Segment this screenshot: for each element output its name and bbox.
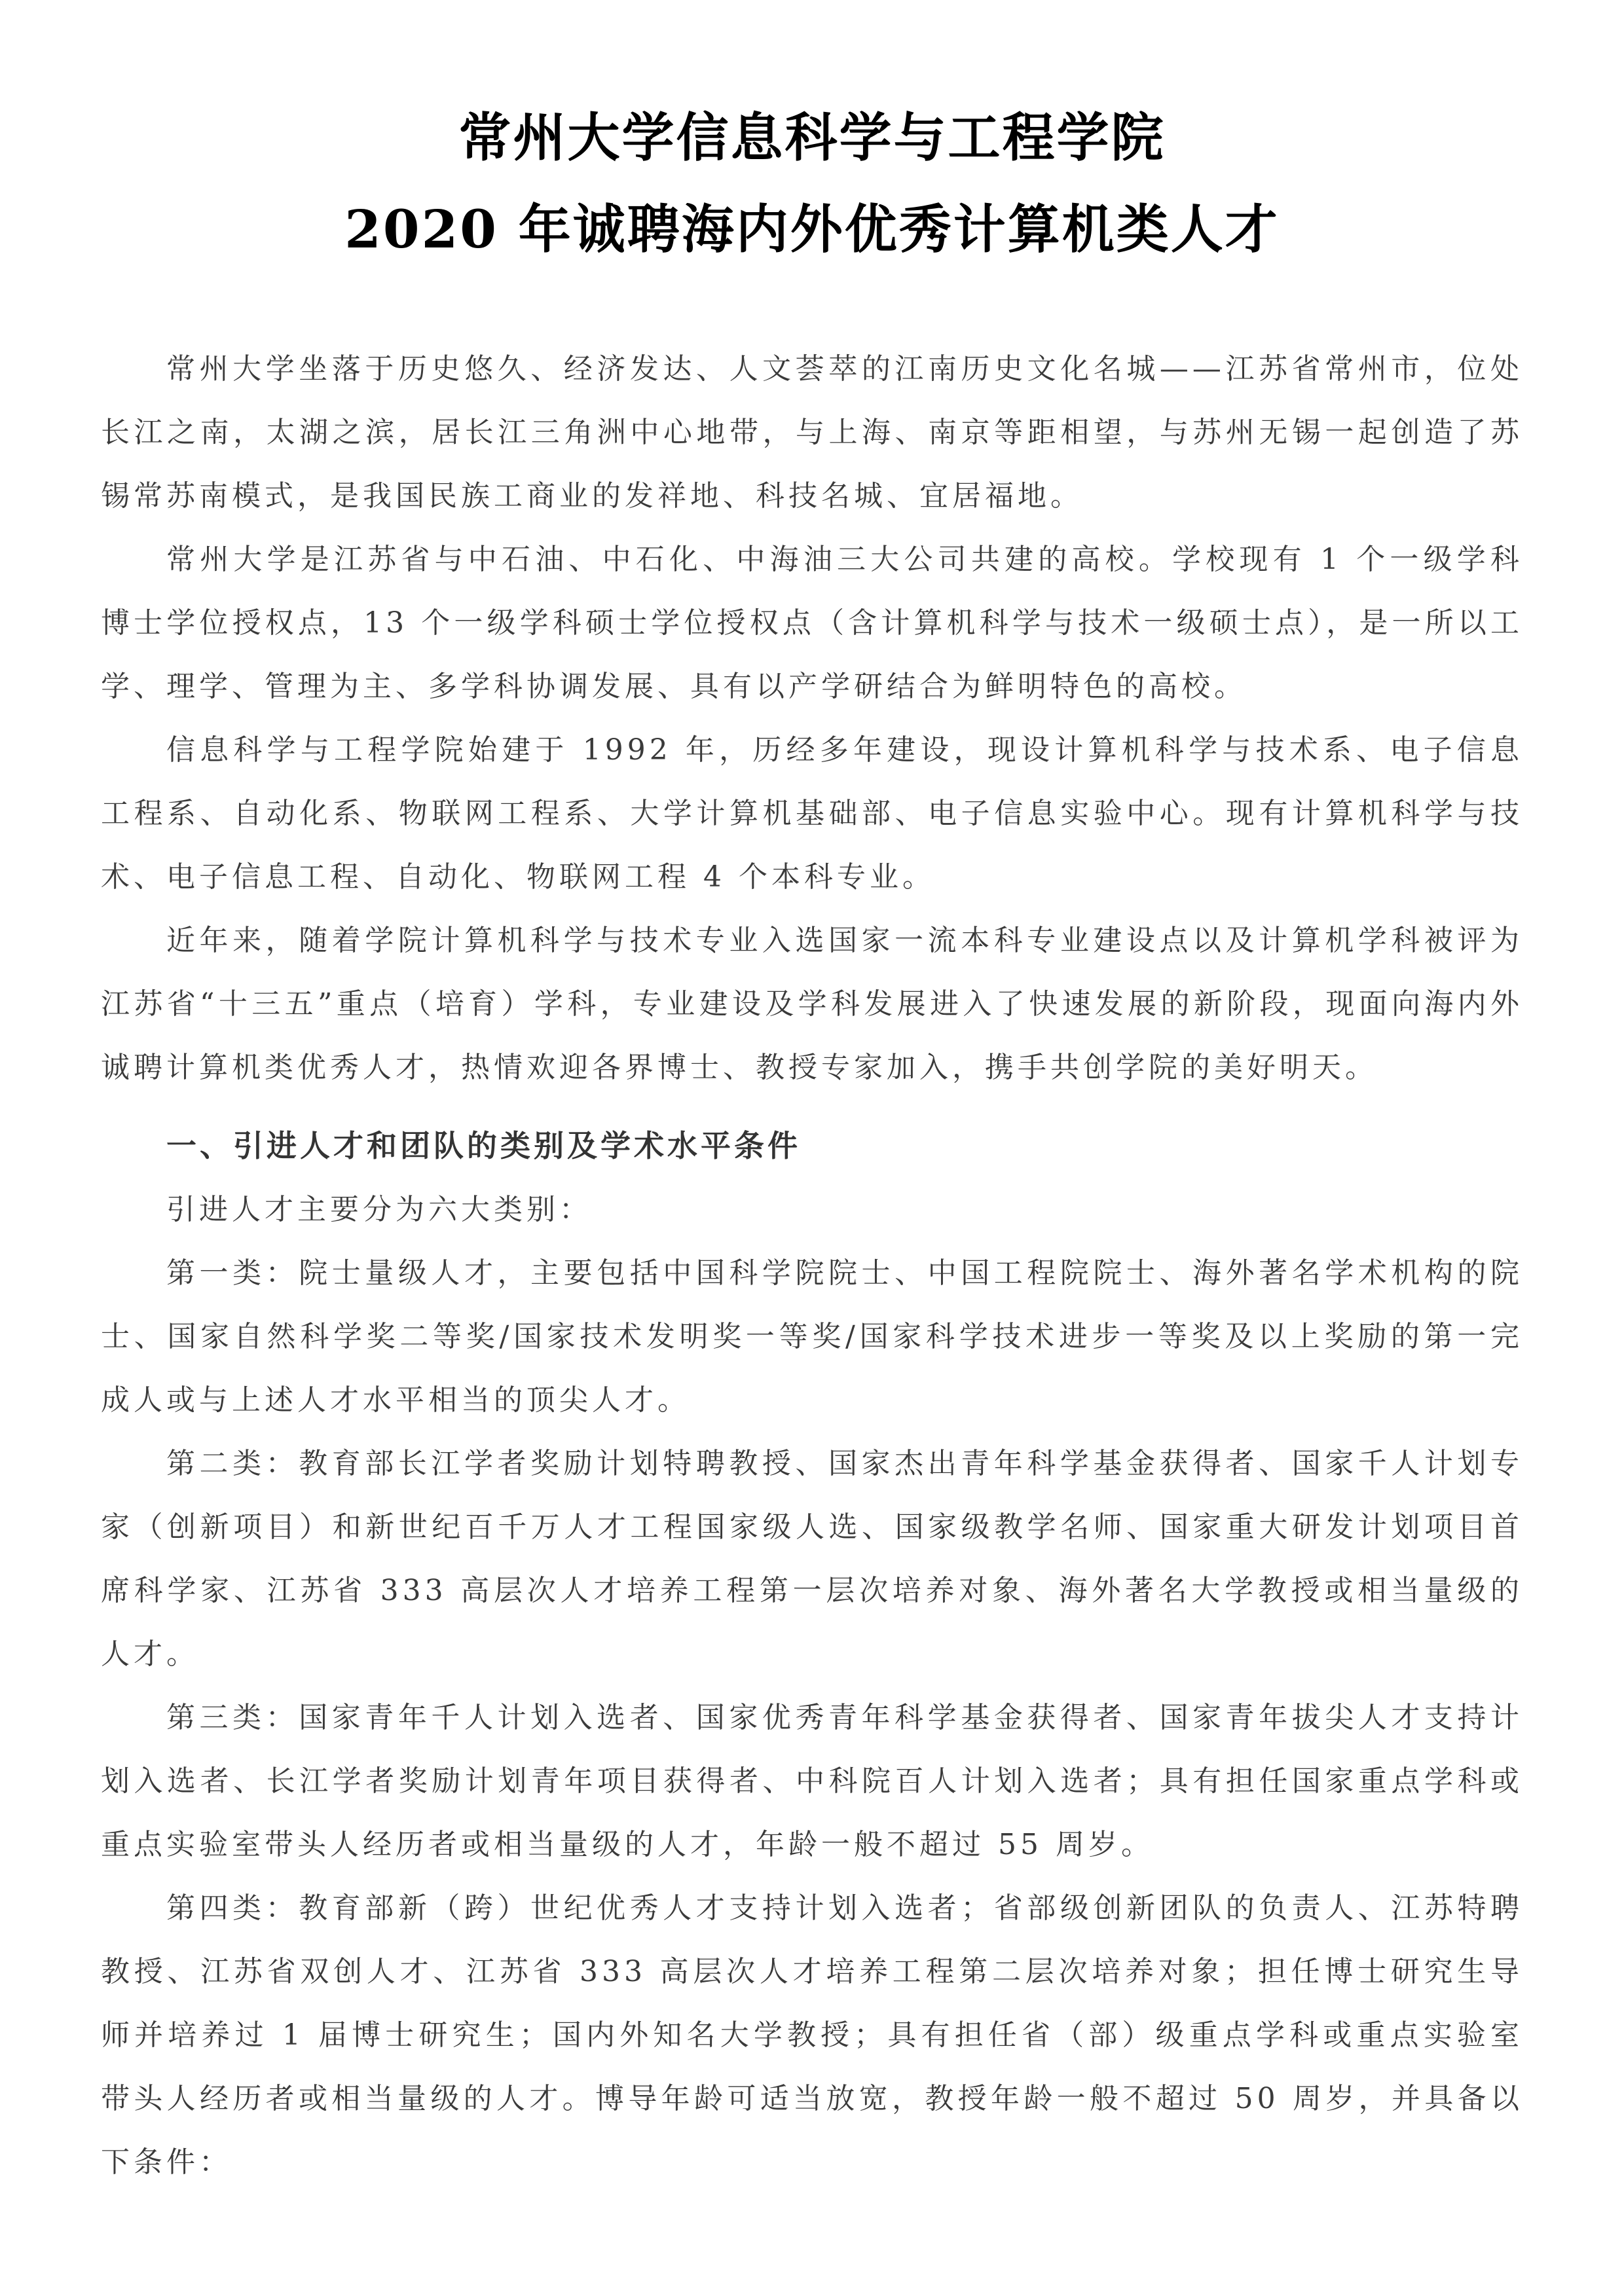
document-body — [101, 337, 1523, 2194]
intro-paragraph-1: 常州大学坐落于历史悠久、经济发达、人文荟萃的江南历史文化名城——江苏省常州市，位处长江之南，太湖之滨，居长江三角洲中心地带，与上海、南京等距相望，与苏州无锡一起创造了苏锡常苏南模式，是我国民族工商业的发祥地、科技名城、宜居福地。 — [101, 352, 1523, 513]
intro-paragraph-3: 信息科学与工程学院始建于 1992 年，历经多年建设，现设计算机科学与技术系、电子信息工程系、自动化系、物联网工程系、大学计算机基础部、电子信息实验中心。现有计算机科学与技术、电子信息工程、自动化、物联网工程 4 个本科专业。 — [101, 733, 1523, 894]
doc-title-line-1: 常州大学信息科学与工程学院 — [458, 107, 1166, 168]
section-1-lead: 引进人才主要分为六大类别： — [166, 1193, 592, 1226]
category-paragraph-4: 第四类：教育部新（跨）世纪优秀人才支持计划入选者；省部级创新团队的负责人、江苏特聘教授、江苏省双创人才、江苏省 333 高层次人才培养工程第二层次培养对象；担任博士研究生导师并培养过 1 届博士研究生；国内外知名大学教授；具有担任省（部）级重点学科或重点实验室带头人经历者或相当量级的人才。博导年龄可适当放宽，教授年龄一般不超过 50 周岁，并具备以下条件： — [101, 1891, 1523, 2179]
category-paragraph-3: 第三类：国家青年千人计划入选者、国家优秀青年科学基金获得者、国家青年拔尖人才支持计划入选者、长江学者奖励计划青年项目获得者、中科院百人计划入选者；具有担任国家重点学科或重点实验室带头人经历者或相当量级的人才，年龄一般不超过 55 周岁。 — [101, 1701, 1523, 1861]
category-paragraph-2: 第二类：教育部长江学者奖励计划特聘教授、国家杰出青年科学基金获得者、国家千人计划专家（创新项目）和新世纪百千万人才工程国家级人选、国家级教学名师、国家重大研发计划项目首席科学家、江苏省 333 高层次人才培养工程第一层次培养对象、海外著名大学教授或相当量级的人才。 — [101, 1447, 1523, 1671]
section-1-heading: 一、引进人才和团队的类别及学术水平条件 — [166, 1128, 801, 1163]
category-paragraph-1: 第一类：院士量级人才，主要包括中国科学院院士、中国工程院院士、海外著名学术机构的院士、国家自然科学奖二等奖/国家技术发明奖一等奖/国家科学技术进步一等奖及以上奖励的第一完成人或与上述人才水平相当的顶尖人才。 — [101, 1256, 1523, 1417]
intro-paragraph-2: 常州大学是江苏省与中石油、中石化、中海油三大公司共建的高校。学校现有 1 个一级学科博士学位授权点，13 个一级学科硕士学位授权点（含计算机科学与技术一级硕士点），是一所以工学、理学、管理为主、多学科协调发展、具有以产学研结合为鲜明特色的高校。 — [101, 543, 1523, 703]
intro-paragraph-4: 近年来，随着学院计算机科学与技术专业入选国家一流本科专业建设点以及计算机学科被评为江苏省“十三五”重点（培育）学科，专业建设及学科发展进入了快速发展的新阶段，现面向海内外诚聘计算机类优秀人才，热情欢迎各界博士、教授专家加入，携手共创学院的美好明天。 — [101, 924, 1523, 1084]
doc-title-line-2: 2020 年诚聘海内外优秀计算机类人才 — [344, 198, 1280, 260]
document-header — [101, 98, 1523, 268]
